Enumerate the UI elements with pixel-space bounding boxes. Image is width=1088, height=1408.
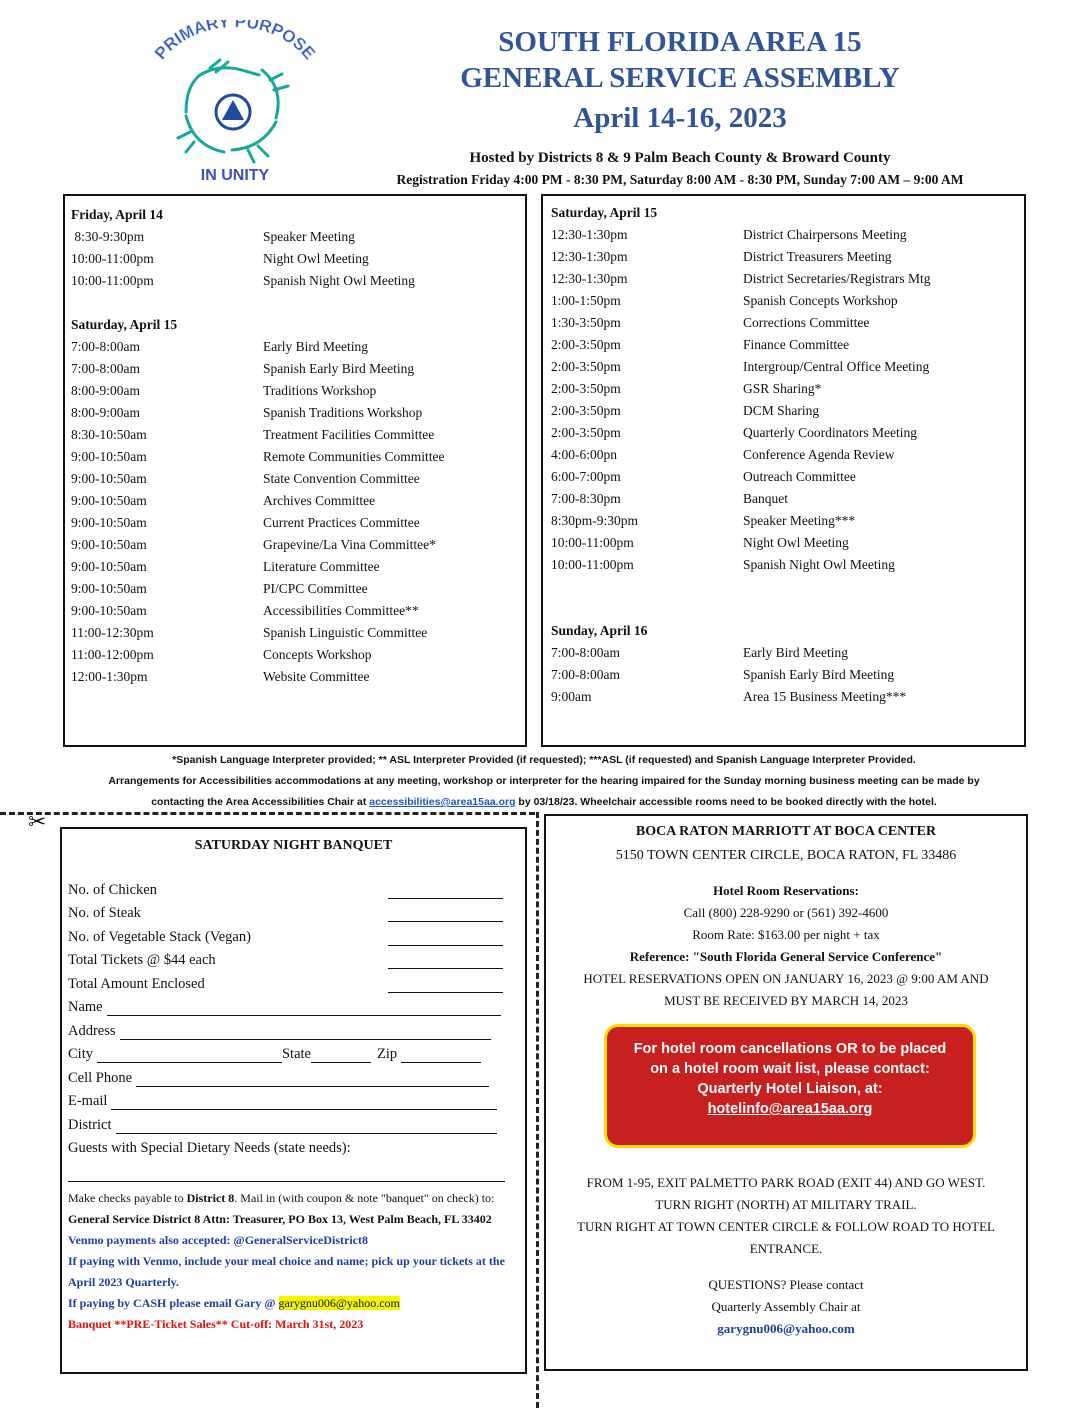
questions-line-2: Quarterly Assembly Chair at: [711, 1299, 861, 1314]
footnote-accommodations: Arrangements for Accessibilities accommodations at any meeting, workshop or interpreter for the hearing impaired for the Sunday morning business meeting can be made by: [108, 775, 980, 787]
primary-purpose-logo: [140, 20, 330, 190]
event-time: 9:00-10:50am: [71, 581, 147, 596]
venmo-note: If paying with Venmo, include your meal choice and name; pick up your tickets at the April 2023 Quarterly.: [68, 1254, 505, 1289]
event-name: Spanish Night Owl Meeting: [743, 557, 895, 572]
schedule-row: [71, 270, 525, 292]
order-quantity-field[interactable]: [388, 907, 503, 922]
event-time: 2:00-3:50pm: [551, 403, 621, 418]
alert-line-1: For hotel room cancellations OR to be placed: [633, 1041, 947, 1057]
schedule-row: [551, 378, 1024, 400]
room-rate: Room Rate: $163.00 per night + tax: [692, 927, 880, 942]
event-name: Spanish Early Bird Meeting: [743, 667, 895, 682]
event-name: Accessibilities Committee**: [263, 603, 419, 618]
driving-directions: [546, 1172, 1026, 1340]
event-time: 2:00-3:50pm: [551, 337, 621, 352]
event-name: District Chairpersons Meeting: [743, 227, 907, 242]
questions-line-1: QUESTIONS? Please contact: [708, 1277, 864, 1292]
event-time: 10:00-11:00pm: [71, 251, 154, 266]
day-heading: Saturday, April 15: [551, 205, 658, 220]
schedule-right: [541, 194, 1026, 747]
state-label: State: [281, 1046, 311, 1062]
event-time: 9:00-10:50am: [71, 493, 147, 508]
schedule-row: [71, 578, 525, 600]
event-name: Speaker Meeting***: [743, 513, 856, 528]
cut-line-vertical: [536, 812, 539, 1408]
section-spacer: [551, 576, 1024, 598]
banquet-title: SATURDAY NIGHT BANQUET: [194, 838, 393, 853]
schedule-row: [71, 424, 525, 446]
schedule-row: [551, 642, 1024, 664]
title-line-1: SOUTH FLORIDA AREA 15: [498, 26, 862, 58]
schedule-row: [71, 600, 525, 622]
reservations-deadline: MUST BE RECEIVED BY MARCH 14, 2023: [664, 993, 908, 1008]
event-name: District Secretaries/Registrars Mtg: [743, 271, 931, 286]
banquet-form: [60, 827, 527, 1374]
event-time: 12:30-1:30pm: [551, 249, 628, 264]
event-name: State Convention Committee: [263, 471, 420, 486]
schedule-row: [71, 534, 525, 556]
reservations-open: HOTEL RESERVATIONS OPEN ON JANUARY 16, 2023 @ 9:00 AM AND: [583, 971, 989, 986]
day-heading: Saturday, April 15: [71, 317, 178, 332]
svg-text:PRIMARY PURPOSE: [151, 20, 319, 63]
event-name: Archives Committee: [263, 493, 376, 508]
event-time: 2:00-3:50pm: [551, 359, 621, 374]
hotel-name: BOCA RATON MARRIOTT AT BOCA CENTER: [635, 824, 937, 839]
direction-3: TURN RIGHT AT TOWN CENTER CIRCLE & FOLLOW ROAD TO HOTEL: [577, 1219, 995, 1234]
schedule-row: [551, 532, 1024, 554]
event-name: Conference Agenda Review: [743, 447, 895, 462]
event-name: GSR Sharing*: [743, 381, 822, 396]
banquet-order-row: [68, 946, 519, 970]
event-name: Website Committee: [263, 669, 370, 684]
event-name: PI/CPC Committee: [263, 581, 368, 596]
schedule-row: [551, 664, 1024, 686]
checks-mail-text: . Mail in (with coupon & note "banquet" on check) to:: [234, 1191, 495, 1205]
event-name: District Treasurers Meeting: [743, 249, 892, 264]
banquet-order-row: [68, 875, 519, 899]
schedule-row: [71, 226, 525, 248]
event-name: Speaker Meeting: [263, 229, 355, 244]
event-name: Spanish Traditions Workshop: [263, 405, 423, 420]
event-name: Night Owl Meeting: [743, 535, 849, 550]
cell-phone-field[interactable]: [136, 1072, 489, 1087]
checks-payee: District 8: [186, 1191, 235, 1205]
event-time: 8:00-9:00am: [71, 383, 140, 398]
event-time: 10:00-11:00pm: [551, 535, 634, 550]
event-name: DCM Sharing: [743, 403, 820, 418]
event-time: 9:00-10:50am: [71, 603, 147, 618]
schedule-row: [71, 622, 525, 644]
event-name: Quarterly Coordinators Meeting: [743, 425, 917, 440]
hotel-liaison-email-link[interactable]: hotelinfo@area15aa.org: [707, 1101, 873, 1117]
event-time: 9:00-10:50am: [71, 537, 147, 552]
event-time: 7:00-8:00am: [71, 339, 140, 354]
event-time: 7:00-8:00am: [551, 667, 620, 682]
accessibilities-email-link[interactable]: accessibilities@area15aa.org: [369, 796, 516, 808]
schedule-row: [71, 358, 525, 380]
event-name: Traditions Workshop: [263, 383, 377, 398]
event-time: 10:00-11:00pm: [551, 557, 634, 572]
order-label: No. of Steak: [68, 905, 141, 921]
schedule-row: [71, 336, 525, 358]
event-time: 10:00-11:00pm: [71, 273, 154, 288]
event-time: 2:00-3:50pm: [551, 381, 621, 396]
footnote-interpreters: *Spanish Language Interpreter provided; ** ASL Interpreter Provided (if requested); ***ASL (if requested) and Spanish Language Interpreter Provided.: [172, 754, 916, 766]
schedule-row: [551, 246, 1024, 268]
event-time: 11:00-12:00pm: [71, 647, 154, 662]
dietary-label: Guests with Special Dietary Needs (state needs):: [68, 1140, 351, 1156]
schedule-row: [551, 356, 1024, 378]
schedule-row: [551, 422, 1024, 444]
day-heading: Sunday, April 16: [551, 623, 648, 638]
footnote-deadline-text: by 03/18/23. Wheelchair accessible rooms need to be booked directly with the hotel.: [515, 796, 937, 808]
event-name: Literature Committee: [263, 559, 380, 574]
cell-phone-label: Cell Phone: [68, 1069, 133, 1086]
schedule-row: [551, 466, 1024, 488]
email-field[interactable]: [111, 1095, 497, 1110]
hotel-cancellation-alert: [604, 1024, 976, 1148]
reservation-reference: Reference: "South Florida General Service Conference": [629, 949, 943, 964]
cash-text: If paying by CASH please email Gary @: [68, 1296, 279, 1310]
event-name: Area 15 Business Meeting***: [743, 689, 907, 704]
venmo-handle: Venmo payments also accepted: @GeneralServiceDistrict8: [68, 1233, 368, 1247]
order-label: Total Amount Enclosed: [68, 975, 205, 992]
event-name: Concepts Workshop: [263, 647, 372, 662]
section-spacer: [551, 598, 1024, 620]
event-time: 8:30-9:30pm: [71, 229, 145, 244]
event-time: 6:00-7:00pm: [551, 469, 621, 484]
logo-top-text: PRIMARY PURPOSE: [150, 20, 320, 64]
alert-line-2: on a hotel room wait list, please contact:: [650, 1061, 930, 1077]
event-time: 12:00-1:30pm: [71, 669, 148, 684]
order-label: No. of Chicken: [68, 881, 157, 898]
order-quantity-field[interactable]: [388, 978, 503, 993]
event-name: Finance Committee: [743, 337, 850, 352]
direction-4: ENTRANCE.: [749, 1241, 823, 1256]
footnote-contact-text: contacting the Area Accessibilities Chair at: [151, 796, 370, 808]
alert-line-3: Quarterly Hotel Liaison, at:: [697, 1081, 883, 1097]
schedule-row: [551, 686, 1024, 708]
event-time: 7:00-8:00am: [71, 361, 140, 376]
event-time: 2:00-3:50pm: [551, 425, 621, 440]
schedule-row: [71, 468, 525, 490]
event-time: 8:30-10:50am: [71, 427, 147, 442]
event-time: 8:30pm-9:30pm: [551, 513, 638, 528]
event-name: Spanish Night Owl Meeting: [263, 273, 415, 288]
event-time: 9:00-10:50am: [71, 471, 147, 486]
city-label: City: [68, 1046, 93, 1062]
section-spacer: [71, 292, 525, 314]
mailing-address: General Service District 8 Attn: Treasurer, PO Box 13, West Palm Beach, FL 33402: [68, 1212, 492, 1226]
event-name: Night Owl Meeting: [263, 251, 369, 266]
schedule-row: [551, 334, 1024, 356]
direction-1: FROM 1-95, EXIT PALMETTO PARK ROAD (EXIT 44) AND GO WEST.: [586, 1175, 986, 1190]
schedule-row: [71, 666, 525, 688]
banquet-order-row: [68, 969, 519, 993]
schedule-row: [71, 490, 525, 512]
event-name: Current Practices Committee: [263, 515, 420, 530]
registration-hours: Registration Friday 4:00 PM - 8:30 PM, Saturday 8:00 AM - 8:30 PM, Sunday 7:00 AM – 9:00 AM: [396, 172, 964, 187]
email-label: E-mail: [68, 1093, 108, 1109]
event-name: Treatment Facilities Committee: [263, 427, 435, 442]
event-name: Corrections Committee: [743, 315, 870, 330]
order-label: Total Tickets @ $44 each: [68, 952, 216, 968]
reservations-heading: Hotel Room Reservations:: [713, 883, 859, 898]
dietary-field[interactable]: [68, 1169, 505, 1182]
schedule-row: [71, 512, 525, 534]
event-name: Outreach Committee: [743, 469, 856, 484]
cash-email-link[interactable]: garygnu006@yahoo.com: [278, 1296, 400, 1310]
hotel-address: 5150 TOWN CENTER CIRCLE, BOCA RATON, FL 33486: [615, 848, 957, 863]
day-heading: Friday, April 14: [71, 207, 163, 222]
address-field[interactable]: [120, 1025, 491, 1040]
event-time: 4:00-6:00pn: [551, 447, 617, 462]
cut-line-horizontal: [0, 812, 535, 815]
hotel-info: [544, 814, 1028, 1371]
hotel-phone: Call (800) 228-9290 or (561) 392-4600: [683, 905, 889, 920]
schedule-row: [551, 444, 1024, 466]
event-name: Spanish Early Bird Meeting: [263, 361, 415, 376]
event-time: 12:30-1:30pm: [551, 271, 628, 286]
order-label: No. of Vegetable Stack (Vegan): [68, 928, 251, 945]
schedule-row: [551, 510, 1024, 532]
cash-note: [68, 1293, 519, 1314]
zip-label: Zip: [376, 1046, 398, 1062]
event-name: Spanish Concepts Workshop: [743, 293, 898, 308]
schedule-row: [71, 556, 525, 578]
order-quantity-field[interactable]: [388, 884, 503, 899]
event-name: Spanish Linguistic Committee: [263, 625, 428, 640]
schedule-row: [551, 400, 1024, 422]
district-field[interactable]: [116, 1119, 498, 1134]
schedule-row: [71, 446, 525, 468]
event-time: 9:00-10:50am: [71, 515, 147, 530]
schedule-row: [551, 290, 1024, 312]
payment-instructions: [68, 1188, 519, 1335]
state-field[interactable]: [311, 1048, 371, 1063]
schedule-row: [551, 554, 1024, 576]
logo-bottom-text: IN UNITY: [200, 167, 270, 184]
schedule-row: [71, 248, 525, 270]
schedule-row: [71, 402, 525, 424]
footnote-contact: [60, 792, 1028, 813]
title-line-2: GENERAL SERVICE ASSEMBLY: [460, 62, 900, 94]
city-field[interactable]: [97, 1048, 282, 1063]
schedule-row: [551, 268, 1024, 290]
assembly-chair-email-link[interactable]: garygnu006@yahoo.com: [717, 1321, 855, 1336]
event-time: 7:00-8:30pm: [551, 491, 621, 506]
name-field[interactable]: [107, 1001, 501, 1016]
event-name: Banquet: [743, 491, 788, 506]
ticket-cutoff: Banquet **PRE-Ticket Sales** Cut-off: March 31st, 2023: [68, 1317, 364, 1331]
order-quantity-field[interactable]: [388, 931, 503, 946]
event-time: 9:00am: [551, 689, 592, 704]
event-time: 9:00-10:50am: [71, 449, 147, 464]
schedule-row: [551, 312, 1024, 334]
district-label: District: [68, 1116, 112, 1133]
banquet-order-row: [68, 922, 519, 946]
event-time: 1:00-1:50pm: [551, 293, 621, 308]
event-time: 7:00-8:00am: [551, 645, 620, 660]
schedule-row: [71, 380, 525, 402]
direction-2: TURN RIGHT (NORTH) AT MILITARY TRAIL.: [655, 1197, 917, 1212]
event-time: 11:00-12:30pm: [71, 625, 154, 640]
banquet-order-row: [68, 899, 519, 923]
address-label: Address: [68, 1022, 116, 1039]
event-name: Early Bird Meeting: [263, 339, 368, 354]
zip-field[interactable]: [401, 1048, 481, 1063]
hosted-by: Hosted by Districts 8 & 9 Palm Beach County & Broward County: [469, 150, 891, 166]
order-quantity-field[interactable]: [388, 954, 503, 969]
event-name: Early Bird Meeting: [743, 645, 848, 660]
title-line-3: April 14-16, 2023: [573, 102, 787, 134]
schedule-row: [71, 644, 525, 666]
schedule-row: [551, 224, 1024, 246]
event-time: 12:30-1:30pm: [551, 227, 628, 242]
event-time: 9:00-10:50am: [71, 559, 147, 574]
event-name: Grapevine/La Vina Committee*: [263, 537, 436, 552]
event-time: 1:30-3:50pm: [551, 315, 621, 330]
name-label: Name: [68, 999, 103, 1015]
event-name: Intergroup/Central Office Meeting: [743, 359, 930, 374]
event-time: 8:00-9:00am: [71, 405, 140, 420]
checks-text: Make checks payable to: [68, 1191, 187, 1205]
footnotes: [60, 750, 1028, 813]
schedule-row: [551, 488, 1024, 510]
scissors-icon: ✂: [28, 810, 47, 835]
event-name: Remote Communities Committee: [263, 449, 445, 464]
schedule-left: [63, 194, 527, 747]
